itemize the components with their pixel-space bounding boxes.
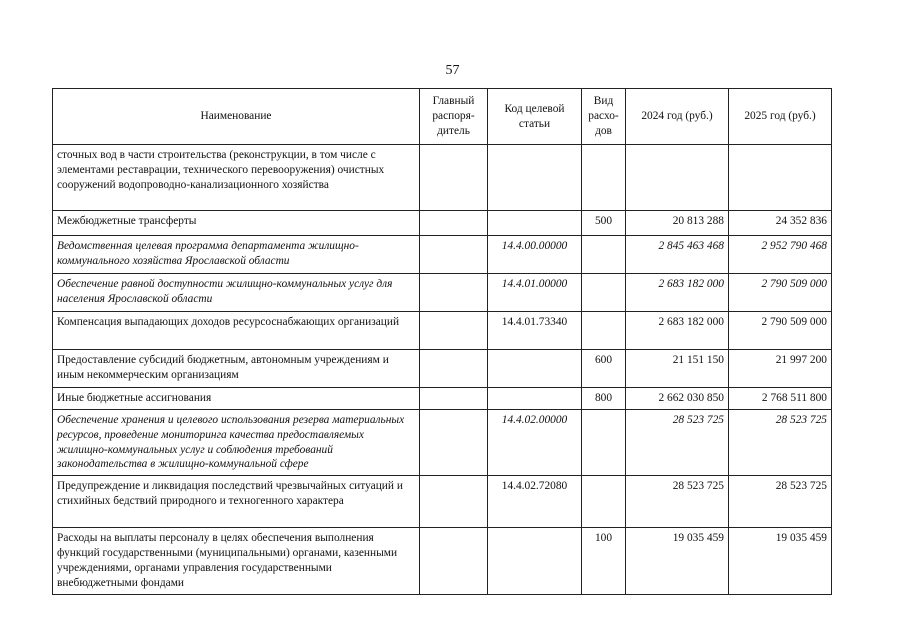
cell-code: 14.4.01.00000 (488, 274, 582, 312)
cell-name: Обеспечение хранения и целевого использования резерва материальных ресурсов, проведение мониторинга качества предоставляемых жилищно-коммунальных услуг и соблюдения требований законодательства в жилищно-коммунальной сфере (53, 410, 420, 476)
cell-2024: 28 523 725 (626, 410, 729, 476)
table-row (53, 350, 832, 388)
table-row (53, 274, 832, 312)
cell-admin (420, 211, 488, 236)
cell-name: Межбюджетные трансферты (53, 211, 420, 236)
cell-admin (420, 528, 488, 594)
cell-kind (582, 410, 626, 476)
cell-kind (582, 312, 626, 350)
cell-2024: 2 683 182 000 (626, 274, 729, 312)
cell-2024: 2 662 030 850 (626, 388, 729, 410)
header-2025: 2025 год (руб.) (729, 89, 832, 145)
header-row (53, 89, 832, 145)
cell-2024 (626, 145, 729, 211)
cell-2024: 28 523 725 (626, 476, 729, 528)
header-name: Наименование (53, 89, 420, 145)
cell-admin (420, 145, 488, 211)
cell-admin (420, 236, 488, 274)
cell-admin (420, 274, 488, 312)
cell-name: Иные бюджетные ассигнования (53, 388, 420, 410)
cell-name: Расходы на выплаты персоналу в целях обеспечения выполнения функций государственными (муниципальными) органами, казенными учреждениями, органами управления государственными внебюджетными фондами (53, 528, 420, 594)
table-row (53, 236, 832, 274)
cell-code (488, 388, 582, 410)
cell-name: Компенсация выпадающих доходов ресурсоснабжающих организаций (53, 312, 420, 350)
cell-code (488, 145, 582, 211)
table-row (53, 476, 832, 528)
cell-kind (582, 274, 626, 312)
cell-2025: 2 790 509 000 (729, 312, 832, 350)
cell-2025 (729, 145, 832, 211)
cell-2025: 21 997 200 (729, 350, 832, 388)
cell-2025: 28 523 725 (729, 476, 832, 528)
cell-name: Ведомственная целевая программа департамента жилищно-коммунального хозяйства Ярославской области (53, 236, 420, 274)
table-row (53, 312, 832, 350)
cell-name: сточных вод в части строительства (реконструкции, в том числе с элементами реставрации, технического перевооружения) очистных сооружений водопроводно-канализационного хозяйства (53, 145, 420, 211)
cell-code: 14.4.00.00000 (488, 236, 582, 274)
header-2024: 2024 год (руб.) (626, 89, 729, 145)
page-number: 57 (445, 63, 460, 78)
cell-2025: 28 523 725 (729, 410, 832, 476)
cell-2025: 2 768 511 800 (729, 388, 832, 410)
cell-code (488, 211, 582, 236)
table-row (53, 388, 832, 410)
cell-code: 14.4.02.72080 (488, 476, 582, 528)
cell-kind: 500 (582, 211, 626, 236)
budget-table (52, 88, 832, 595)
cell-2025: 24 352 836 (729, 211, 832, 236)
header-code: Код целевой статьи (488, 89, 582, 145)
cell-kind (582, 236, 626, 274)
cell-code: 14.4.02.00000 (488, 410, 582, 476)
cell-2025: 2 952 790 468 (729, 236, 832, 274)
cell-code (488, 528, 582, 594)
cell-kind (582, 145, 626, 211)
cell-2025: 19 035 459 (729, 528, 832, 594)
header-admin: Главный распоря-дитель (420, 89, 488, 145)
cell-2024: 20 813 288 (626, 211, 729, 236)
cell-kind: 800 (582, 388, 626, 410)
table-row (53, 145, 832, 211)
cell-2024: 2 683 182 000 (626, 312, 729, 350)
table-row (53, 410, 832, 476)
cell-code: 14.4.01.73340 (488, 312, 582, 350)
cell-kind (582, 476, 626, 528)
cell-name: Обеспечение равной доступности жилищно-коммунальных услуг для населения Ярославской области (53, 274, 420, 312)
table-row (53, 528, 832, 594)
table-row (53, 211, 832, 236)
cell-code (488, 350, 582, 388)
header-kind: Вид расхо-дов (582, 89, 626, 145)
cell-2024: 19 035 459 (626, 528, 729, 594)
cell-admin (420, 350, 488, 388)
cell-admin (420, 312, 488, 350)
cell-kind: 100 (582, 528, 626, 594)
cell-admin (420, 410, 488, 476)
cell-admin (420, 476, 488, 528)
cell-name: Предоставление субсидий бюджетным, автономным учреждениям и иным некоммерческим организациям (53, 350, 420, 388)
cell-2025: 2 790 509 000 (729, 274, 832, 312)
cell-2024: 2 845 463 468 (626, 236, 729, 274)
cell-admin (420, 388, 488, 410)
cell-2024: 21 151 150 (626, 350, 729, 388)
cell-name: Предупреждение и ликвидация последствий чрезвычайных ситуаций и стихийных бедствий природного и техногенного характера (53, 476, 420, 528)
cell-kind: 600 (582, 350, 626, 388)
